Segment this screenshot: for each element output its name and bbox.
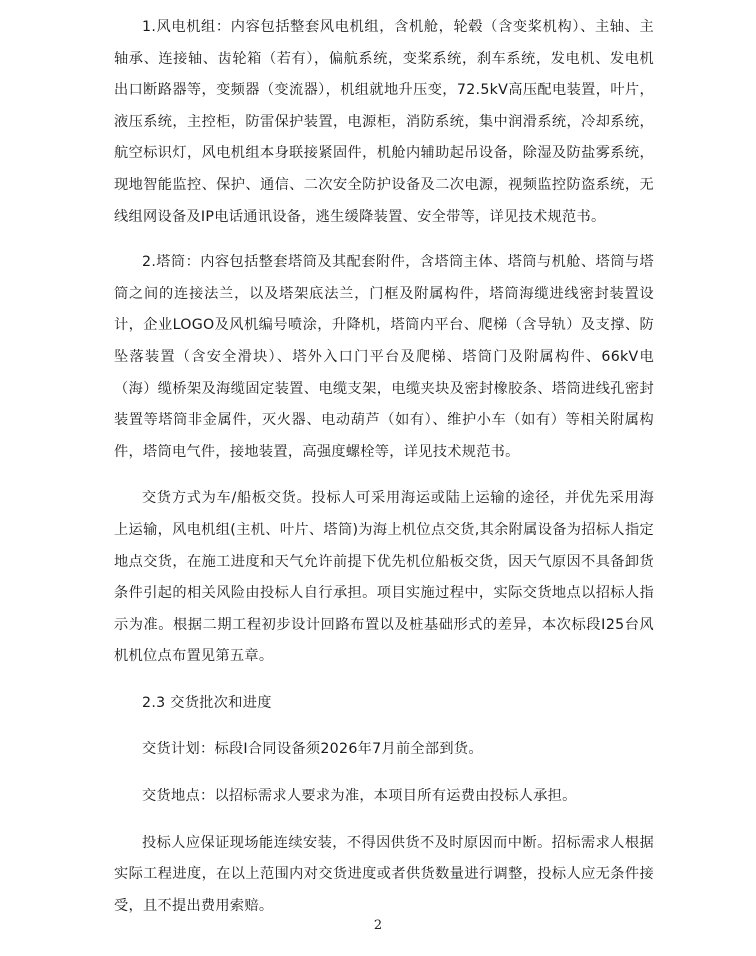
paragraph-delivery-location: 交货地点：以招标需求人要求为准，本项目所有运费由投标人承担。 bbox=[142, 788, 577, 805]
page-number: 2 bbox=[373, 918, 383, 933]
paragraph-delivery-plan: 交货计划：标段Ⅰ合同设备须2026年7月前全部到货。 bbox=[142, 741, 483, 758]
paragraph-wind-turbine-scope: 1.风电机组：内容包括整套风电机组，含机舱，轮毂（含变桨机构）、主轴、主轴承、连接轴、齿轮箱（若有），偏航系统，变桨系统，刹车系统，发电机、发电机出口断路器等，变频器（变流器），机组就地升压变，72.5kV高压配电装置，叶片，液压系统，主控柜，防雷保护装置，电源柜，消防系统，集中润滑系统，冷却系统，航空标识灯，风电机组本身联接紧固件，机舱内辅助起吊设备，除湿及防盐雾系统，现地智能监控、保护、通信、二次安全防护设备及二次电源，视频监控防盗系统，无线组网设备及IP电话通讯设备，逃生缓降装置、安全带等，详见技术规范书。 bbox=[114, 19, 654, 225]
paragraph-tower-scope: 2.塔筒：内容包括整套塔筒及其配套附件，含塔筒主体、塔筒与机舱、塔筒与塔筒之间的连接法兰，以及塔架底法兰，门框及附属构件，塔筒海缆进线密封装置设计，企业LOGO及风机编号喷涂，升降机，塔筒内平台、爬梯（含导轨）及支撑、防坠落装置（含安全滑块）、塔外入口门平台及爬梯、塔筒门及附属构件、66kV电（海）缆桥架及海缆固定装置、电缆支架，电缆夹块及密封橡胶条、塔筒进线孔密封装置等塔筒非金属件，灭火器、电动葫芦（如有）、维护小车（如有）等相关附属构件，塔筒电气件，接地装置，高强度螺栓等，详见技术规范书。 bbox=[114, 254, 654, 460]
section-heading-delivery-schedule: 2.3 交货批次和进度 bbox=[142, 694, 272, 711]
paragraph-continuous-installation: 投标人应保证现场能连续安装，不得因供货不及时原因而中断。招标需求人根据实际工程进度，在以上范围内对交货进度或者供货数量进行调整，投标人应无条件接受，且不提出费用索赔。 bbox=[114, 834, 654, 914]
paragraph-delivery-method: 交货方式为车/船板交货。投标人可采用海运或陆上运输的途径，并优先采用海上运输，风电机组(主机、叶片、塔筒)为海上机位点交货,其余附属设备为招标人指定地点交货，在施工进度和天气允许前提下优先机位船板交货，因天气原因不具备卸货条件引起的相关风险由投标人自行承担。项目实施过程中，实际交货地点以招标人指示为准。根据二期工程初步设计回路布置以及桩基础形式的差异，本次标段Ⅰ25台风机机位点布置见第五章。 bbox=[114, 490, 654, 665]
document-body bbox=[114, 12, 654, 922]
